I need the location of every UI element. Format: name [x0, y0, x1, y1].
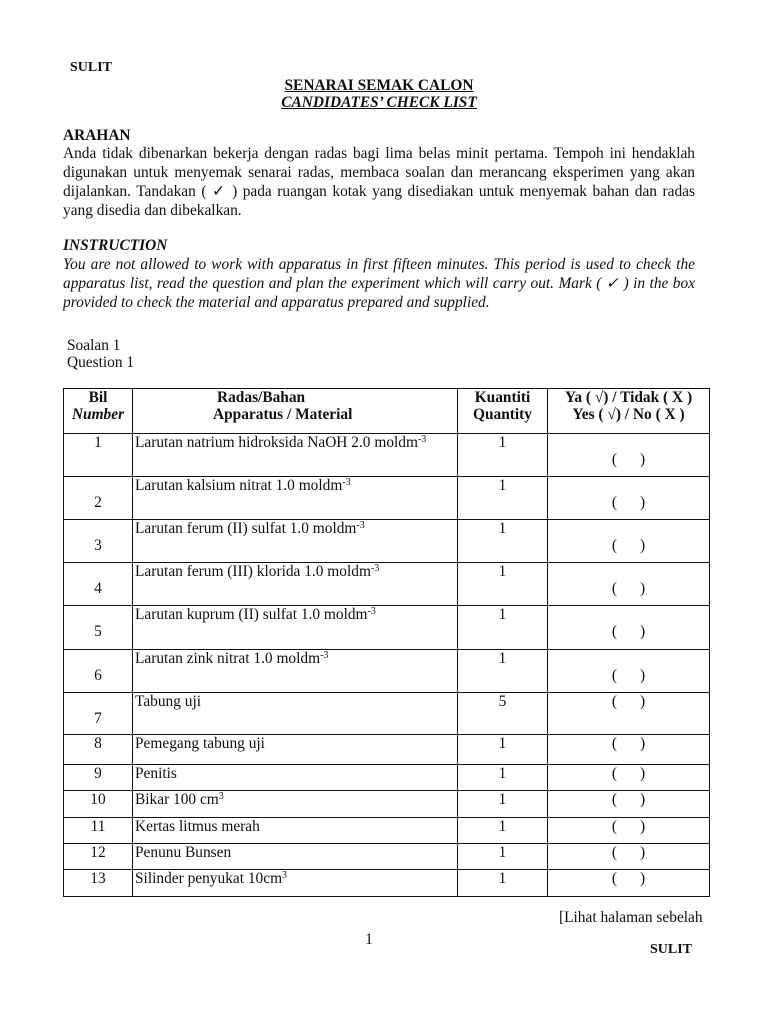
table-row: [64, 563, 710, 606]
classification-label-bottom: SULIT: [650, 942, 693, 957]
next-page-note: [Lihat halaman sebelah: [559, 909, 703, 926]
arahan-line: dijalankan. Tandakan ( ✓ ) pada ruangan kotak yang disediakan untuk menyemak bahan dan radas: [63, 183, 695, 200]
table-row: [64, 735, 710, 765]
arahan-line: yang disedia dan dibekalkan.: [63, 202, 242, 219]
item-quantity: 1: [458, 563, 548, 605]
item-number: 12: [64, 844, 133, 869]
instruction-paragraph: [63, 255, 695, 312]
table-row: [64, 791, 710, 818]
item-quantity: 1: [458, 870, 548, 896]
table-body: [64, 434, 710, 897]
instruction-heading: INSTRUCTION: [63, 237, 168, 254]
instruction-line: You are not allowed to work with apparatus in first fifteen minutes. This period is used to check the: [63, 256, 695, 273]
item-check-box: ( ): [548, 870, 710, 896]
item-material-superscript: -3: [370, 563, 380, 574]
question-label: [67, 337, 134, 371]
column-header-material-ms: Radas/Bahan: [217, 389, 306, 406]
item-material: Tabung uji: [135, 693, 202, 710]
item-material: Larutan kalsium nitrat 1.0 moldm: [135, 477, 343, 494]
item-material-cell: [133, 765, 458, 790]
column-header-quantity-en: Quantity: [472, 406, 532, 423]
column-header-check: [548, 389, 710, 433]
item-check-box: ( ): [548, 477, 710, 519]
column-header-check-en: Yes ( √) / No ( X ): [572, 406, 685, 423]
document-title: SENARAI SEMAK CALON: [284, 77, 474, 94]
table-row: [64, 693, 710, 735]
item-material-cell: [133, 818, 458, 843]
table-row: [64, 520, 710, 563]
item-quantity: 1: [458, 477, 548, 519]
table-row: [64, 434, 710, 477]
item-number: 10: [64, 791, 133, 817]
item-check-box: ( ): [548, 844, 710, 869]
item-material: Bikar 100 cm: [135, 791, 219, 808]
item-number: 4: [64, 563, 133, 605]
item-material-cell: [133, 844, 458, 869]
item-number: 8: [64, 735, 133, 764]
table-row: [64, 844, 710, 870]
item-quantity: 1: [458, 434, 548, 476]
item-material-cell: [133, 606, 458, 649]
item-quantity: 1: [458, 606, 548, 649]
column-header-quantity: [458, 389, 548, 433]
column-header-number-ms: Bil: [88, 389, 108, 406]
arahan-paragraph: [63, 144, 695, 220]
item-material-cell: [133, 870, 458, 896]
item-material-superscript: -3: [356, 520, 365, 531]
item-check-box: ( ): [548, 434, 710, 476]
item-material-cell: [133, 693, 458, 734]
item-number: 3: [64, 520, 133, 562]
apparatus-checklist-table: [63, 388, 710, 897]
instruction-line: provided to check the material and apparatus prepared and supplied.: [63, 294, 490, 311]
item-material-cell: [133, 520, 458, 562]
arahan-line: Anda tidak dibenarkan bekerja dengan radas bagi lima belas minit pertama. Tempoh ini hendaklah: [63, 145, 695, 162]
item-material: Larutan zink nitrat 1.0 moldm: [135, 650, 321, 667]
document-title-english: CANDIDATES’ CHECK LIST: [281, 94, 477, 111]
table-row: [64, 765, 710, 791]
item-quantity: 1: [458, 650, 548, 692]
item-material: Kertas litmus merah: [135, 818, 260, 835]
item-check-box: ( ): [548, 818, 710, 843]
item-quantity: 1: [458, 520, 548, 562]
table-row: [64, 477, 710, 520]
item-quantity: 1: [458, 791, 548, 817]
item-quantity: 1: [458, 765, 548, 790]
item-material: Larutan kuprum (II) sulfat 1.0 moldm: [135, 606, 368, 623]
item-check-box: ( ): [548, 650, 710, 692]
item-material: Larutan natrium hidroksida NaOH 2.0 moldm: [135, 434, 418, 451]
question-label-ms: Soalan 1: [67, 337, 121, 354]
table-row: [64, 650, 710, 693]
item-check-box: ( ): [548, 791, 710, 817]
column-header-quantity-ms: Kuantiti: [474, 389, 531, 406]
item-quantity: 1: [458, 818, 548, 843]
question-label-en: Question 1: [67, 354, 135, 371]
item-check-box: ( ): [548, 693, 710, 734]
item-check-box: ( ): [548, 765, 710, 790]
table-row: [64, 818, 710, 844]
column-header-number-en: Number: [71, 406, 125, 423]
arahan-heading: ARAHAN: [63, 127, 131, 144]
table-row: [64, 606, 710, 650]
item-number: 13: [64, 870, 133, 896]
item-material-cell: [133, 434, 458, 476]
item-quantity: 5: [458, 693, 548, 734]
item-check-box: ( ): [548, 606, 710, 649]
item-quantity: 1: [458, 735, 548, 764]
arahan-line: digunakan untuk menyemak senarai radas, membaca soalan dan merancang eksperimen yang akan: [63, 164, 695, 181]
item-material: Silinder penyukat 10cm: [135, 870, 283, 887]
item-number: 5: [64, 606, 133, 649]
item-number: 2: [64, 477, 133, 519]
instruction-line: apparatus list, read the question and plan the experiment which will carry out. Mark ( ✓ ) in the box: [63, 275, 695, 292]
table-header-row: [64, 389, 710, 434]
column-header-material-en: Apparatus / Material: [213, 406, 353, 423]
item-material: Larutan ferum (III) klorida 1.0 moldm: [135, 563, 371, 580]
item-number: 7: [64, 693, 133, 734]
item-check-box: ( ): [548, 735, 710, 764]
item-number: 9: [64, 765, 133, 790]
item-material: Penitis: [135, 765, 177, 782]
item-material-superscript: 3: [218, 791, 224, 802]
item-quantity: 1: [458, 844, 548, 869]
item-material-cell: [133, 563, 458, 605]
column-header-material: [133, 389, 458, 433]
item-number: 6: [64, 650, 133, 692]
item-material-superscript: -3: [320, 650, 329, 661]
column-header-check-ms: Ya ( √) / Tidak ( X ): [564, 389, 693, 406]
item-material-cell: [133, 650, 458, 692]
classification-label-top: SULIT: [70, 60, 113, 75]
item-check-box: ( ): [548, 563, 710, 605]
page-number: 1: [365, 931, 373, 948]
item-material-cell: [133, 477, 458, 519]
table-row: [64, 870, 710, 897]
item-material-superscript: -3: [417, 434, 427, 445]
item-material-cell: [133, 735, 458, 764]
item-material-cell: [133, 791, 458, 817]
item-number: 1: [64, 434, 133, 476]
item-material: Penunu Bunsen: [135, 844, 232, 861]
item-number: 11: [64, 818, 133, 843]
item-material: Pemegang tabung uji: [135, 735, 265, 752]
item-material-superscript: -3: [367, 606, 376, 617]
column-header-number: [64, 389, 133, 433]
item-material-superscript: -3: [342, 477, 351, 488]
item-check-box: ( ): [548, 520, 710, 562]
item-material-superscript: 3: [282, 870, 288, 881]
item-material: Larutan ferum (II) sulfat 1.0 moldm: [135, 520, 357, 537]
